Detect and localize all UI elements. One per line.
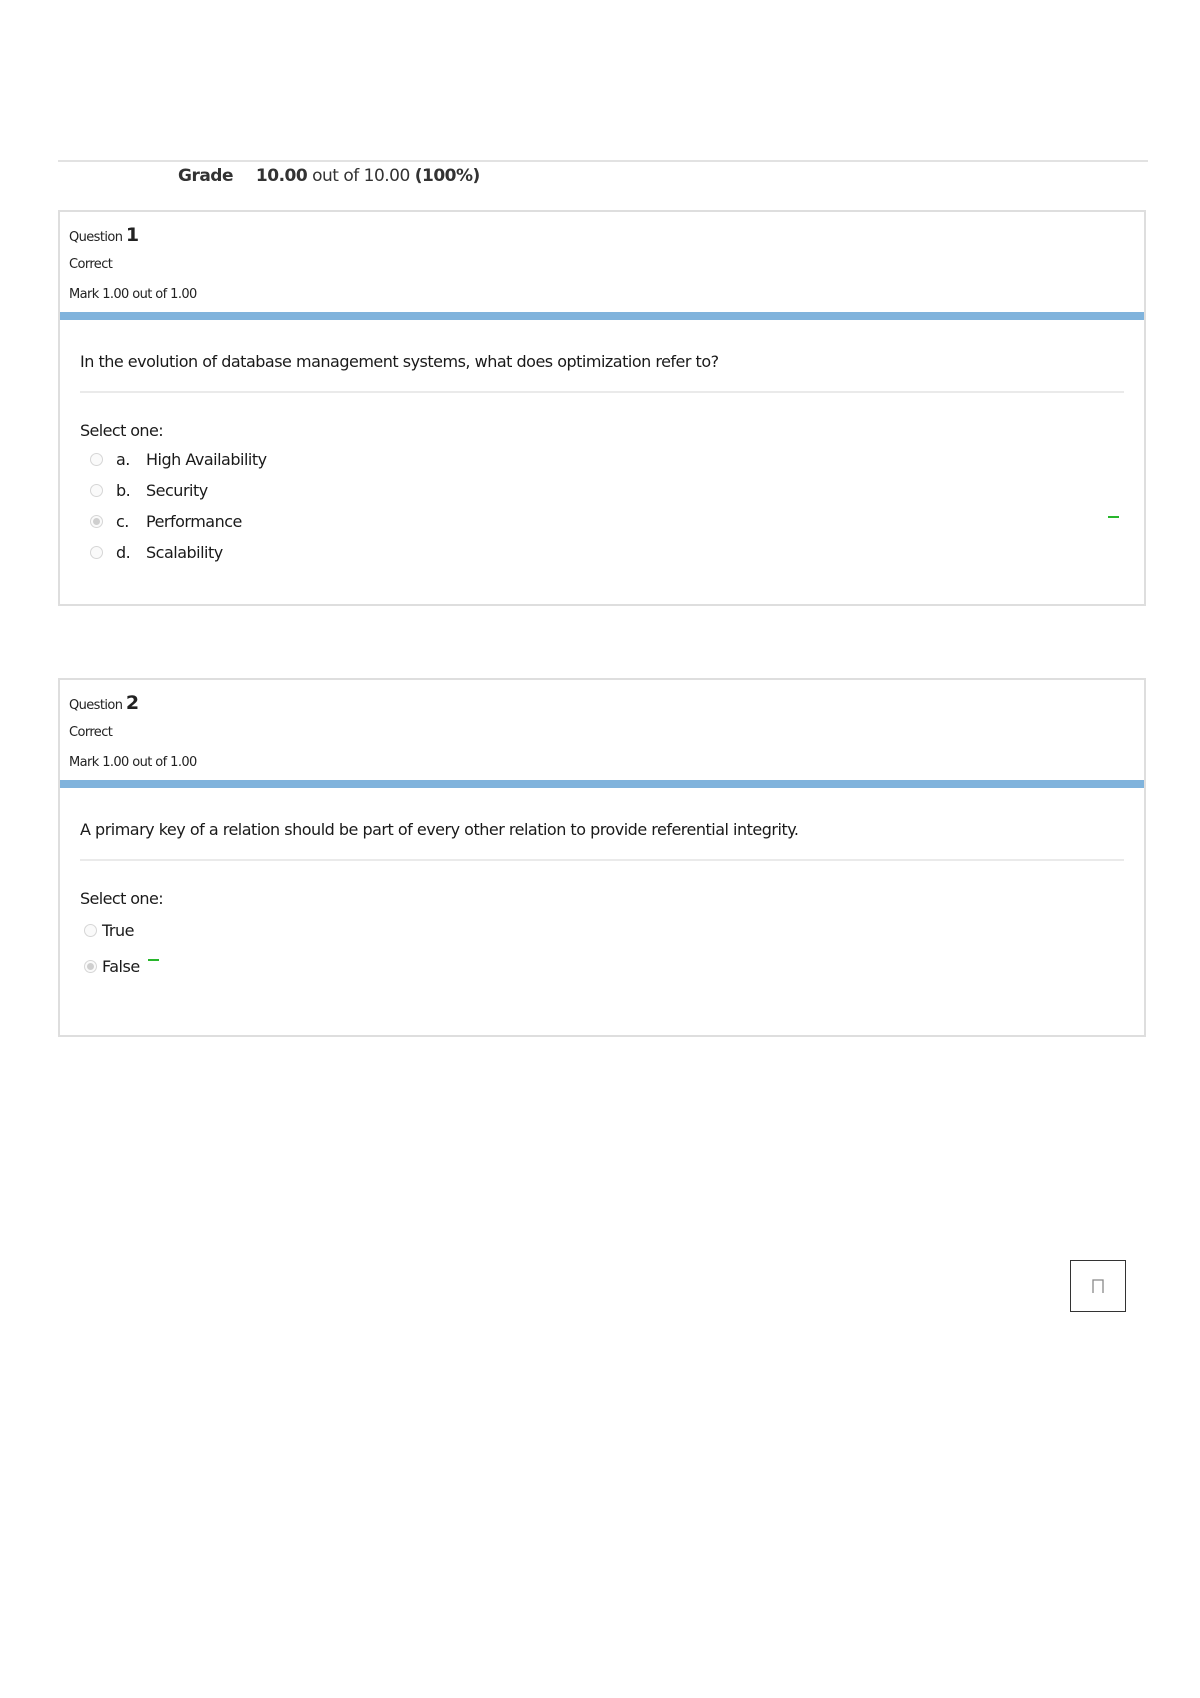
question-info — [60, 212, 1144, 312]
grade-label: Grade — [178, 166, 234, 186]
option-label: True — [102, 920, 134, 940]
correct-tick-icon — [1108, 516, 1119, 518]
answer-option-b[interactable] — [80, 475, 1124, 506]
option-label: False — [102, 956, 140, 976]
question-text: A primary key of a relation should be part of every other relation to provide referential integrity. — [80, 788, 1124, 861]
question-info — [60, 680, 1144, 780]
correct-tick-icon — [148, 959, 159, 961]
option-letter: c. — [116, 512, 129, 531]
answer-option-d[interactable] — [80, 537, 1124, 568]
grade-summary — [178, 166, 480, 186]
radio-a[interactable] — [90, 453, 103, 466]
summary-divider — [58, 160, 1148, 162]
question-text: In the evolution of database management systems, what does optimization refer to? — [80, 320, 1124, 393]
question-number: 2 — [125, 692, 139, 714]
answer-option-true[interactable] — [80, 912, 1124, 948]
question-accent-bar — [60, 312, 1144, 320]
option-letter: a. — [116, 450, 130, 469]
radio-b[interactable] — [90, 484, 103, 497]
radio-c[interactable] — [90, 515, 103, 528]
option-letter: d. — [116, 543, 131, 562]
grade-out-of: out of 10.00 — [312, 166, 410, 186]
select-one-prompt: Select one: — [80, 421, 164, 440]
question-1 — [58, 210, 1146, 606]
question-accent-bar — [60, 780, 1144, 788]
bracket-glyph-icon — [1091, 1278, 1105, 1294]
question-content — [60, 320, 1144, 568]
question-number: 1 — [125, 224, 139, 246]
question-state: Correct — [69, 257, 113, 272]
option-label: Scalability — [146, 543, 223, 562]
answer-option-c[interactable] — [80, 506, 1124, 537]
question-label: Question — [69, 698, 123, 713]
question-2 — [58, 678, 1146, 1037]
square-bracket-icon[interactable] — [1070, 1260, 1126, 1312]
grade-score: 10.00 — [255, 166, 308, 186]
radio-false[interactable] — [84, 960, 97, 973]
option-letter: b. — [116, 481, 131, 500]
grade-percent: (100%) — [414, 166, 480, 186]
answer-option-a[interactable] — [80, 444, 1124, 475]
option-label: Security — [146, 481, 208, 500]
question-mark: Mark 1.00 out of 1.00 — [69, 287, 197, 302]
question-label: Question — [69, 230, 123, 245]
question-content — [60, 788, 1144, 984]
select-one-prompt: Select one: — [80, 889, 164, 908]
option-label: Performance — [146, 512, 242, 531]
answer-option-false[interactable] — [80, 948, 1124, 984]
radio-true[interactable] — [84, 924, 97, 937]
question-state: Correct — [69, 725, 113, 740]
radio-d[interactable] — [90, 546, 103, 559]
question-mark: Mark 1.00 out of 1.00 — [69, 755, 197, 770]
option-label: High Availability — [146, 450, 267, 469]
